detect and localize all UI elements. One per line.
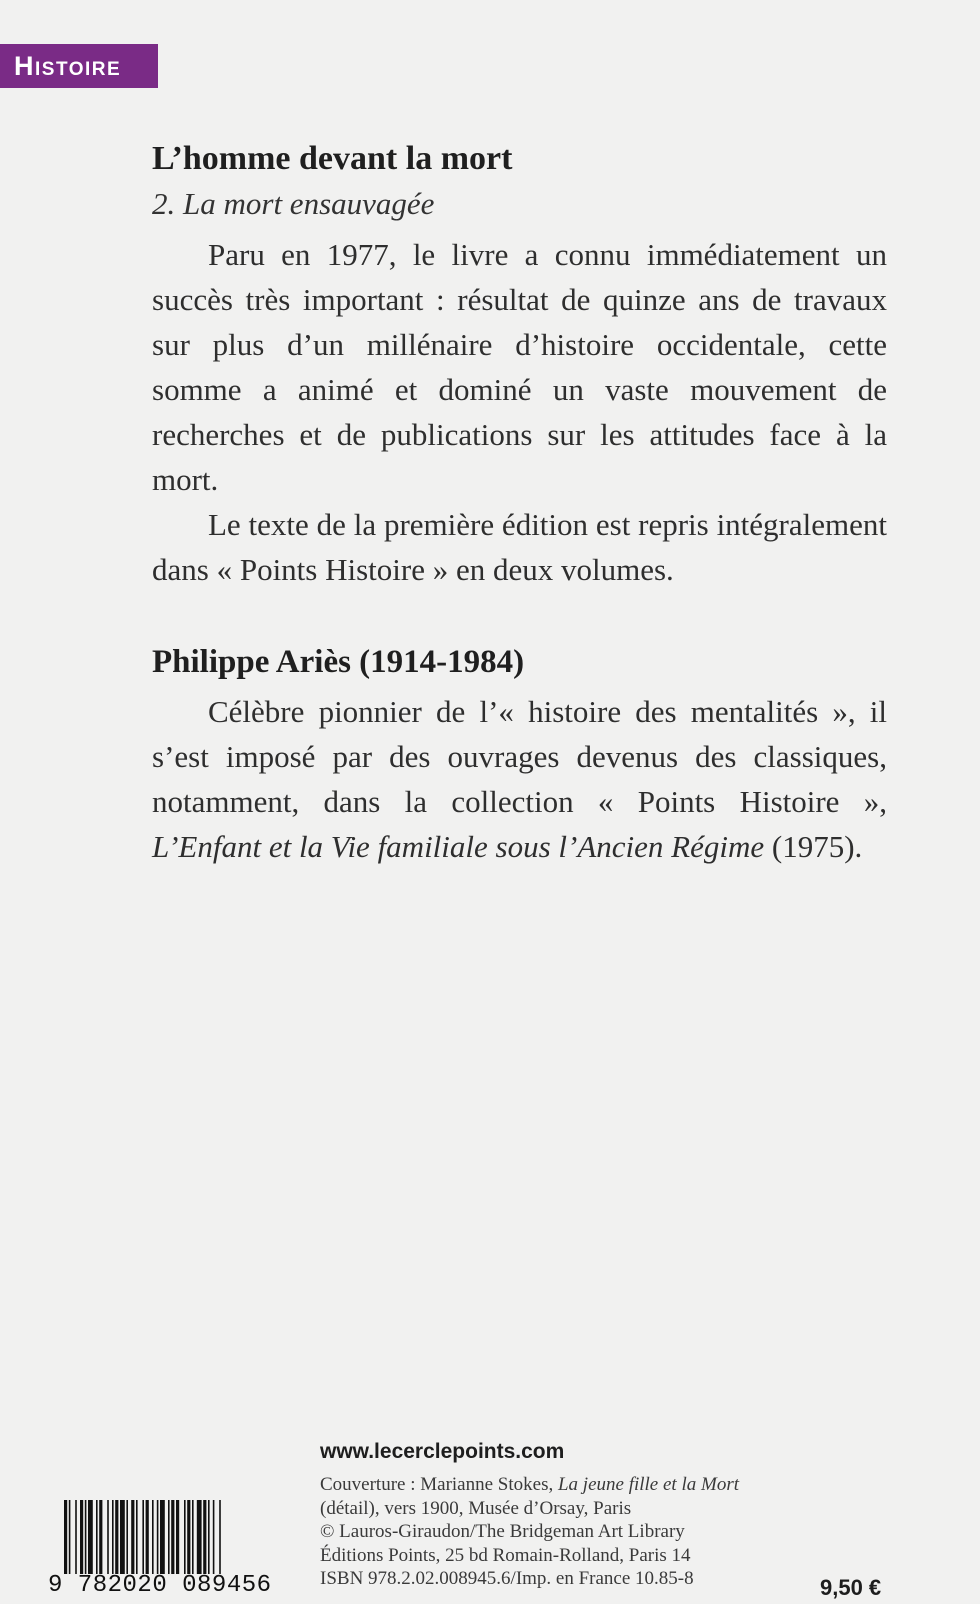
bio-text-start: Célèbre pionnier de l’« histoire des mentalités », il s’est imposé par des ouvrages devenus des classiques, notamment, dans la collection « Points Histoire », [152, 694, 887, 819]
credit-line-5: ISBN 978.2.02.008945.6/Imp. en France 10.85-8 [320, 1568, 694, 1589]
bio-book-title: L’Enfant et la Vie familiale sous l’Ancien Régime [152, 829, 765, 864]
description-paragraph-2: Le texte de la première édition est repris intégralement dans « Points Histoire » en deux volumes. [152, 507, 887, 587]
description-paragraph-1: Paru en 1977, le livre a connu immédiatement un succès très important : résultat de quinze ans de travaux sur plus d’un millénaire d’histoire occidentale, cette somme a animé et dominé un vaste mouvement de recherches et de publications sur les attitudes face à la mort. [152, 237, 887, 497]
author-name: Philippe Ariès (1914-1984) [152, 644, 525, 680]
barcode-bars [64, 1500, 296, 1574]
website-link[interactable]: www.lecerclepoints.com [320, 1440, 565, 1463]
collection-badge [0, 44, 158, 88]
book-subtitle: 2. La mort ensauvagée [152, 186, 435, 221]
cover-credits [320, 1473, 739, 1591]
credit-cover-title: La jeune fille et la Mort [557, 1474, 739, 1495]
book-title: L’homme devant la mort [152, 140, 513, 177]
credit-cover-prefix: Couverture : Marianne Stokes, [320, 1474, 558, 1495]
credit-line-3: © Lauros-Giraudon/The Bridgeman Art Library [320, 1521, 685, 1542]
collection-badge-label: Histoire [14, 50, 122, 81]
credit-line-1 [320, 1473, 739, 1497]
bio-text-end: (1975). [764, 829, 863, 864]
credit-line-2: (détail), vers 1900, Musée d’Orsay, Paris [320, 1497, 632, 1519]
author-bio [152, 689, 887, 869]
barcode [48, 1500, 296, 1604]
barcode-number: 9 782020 089456 [48, 1572, 272, 1599]
author-bio-paragraph [152, 689, 887, 869]
book-description [152, 232, 887, 592]
credit-line-4: Éditions Points, 25 bd Romain-Rolland, Paris 14 [320, 1544, 691, 1566]
price-label: 9,50 € [820, 1575, 882, 1600]
